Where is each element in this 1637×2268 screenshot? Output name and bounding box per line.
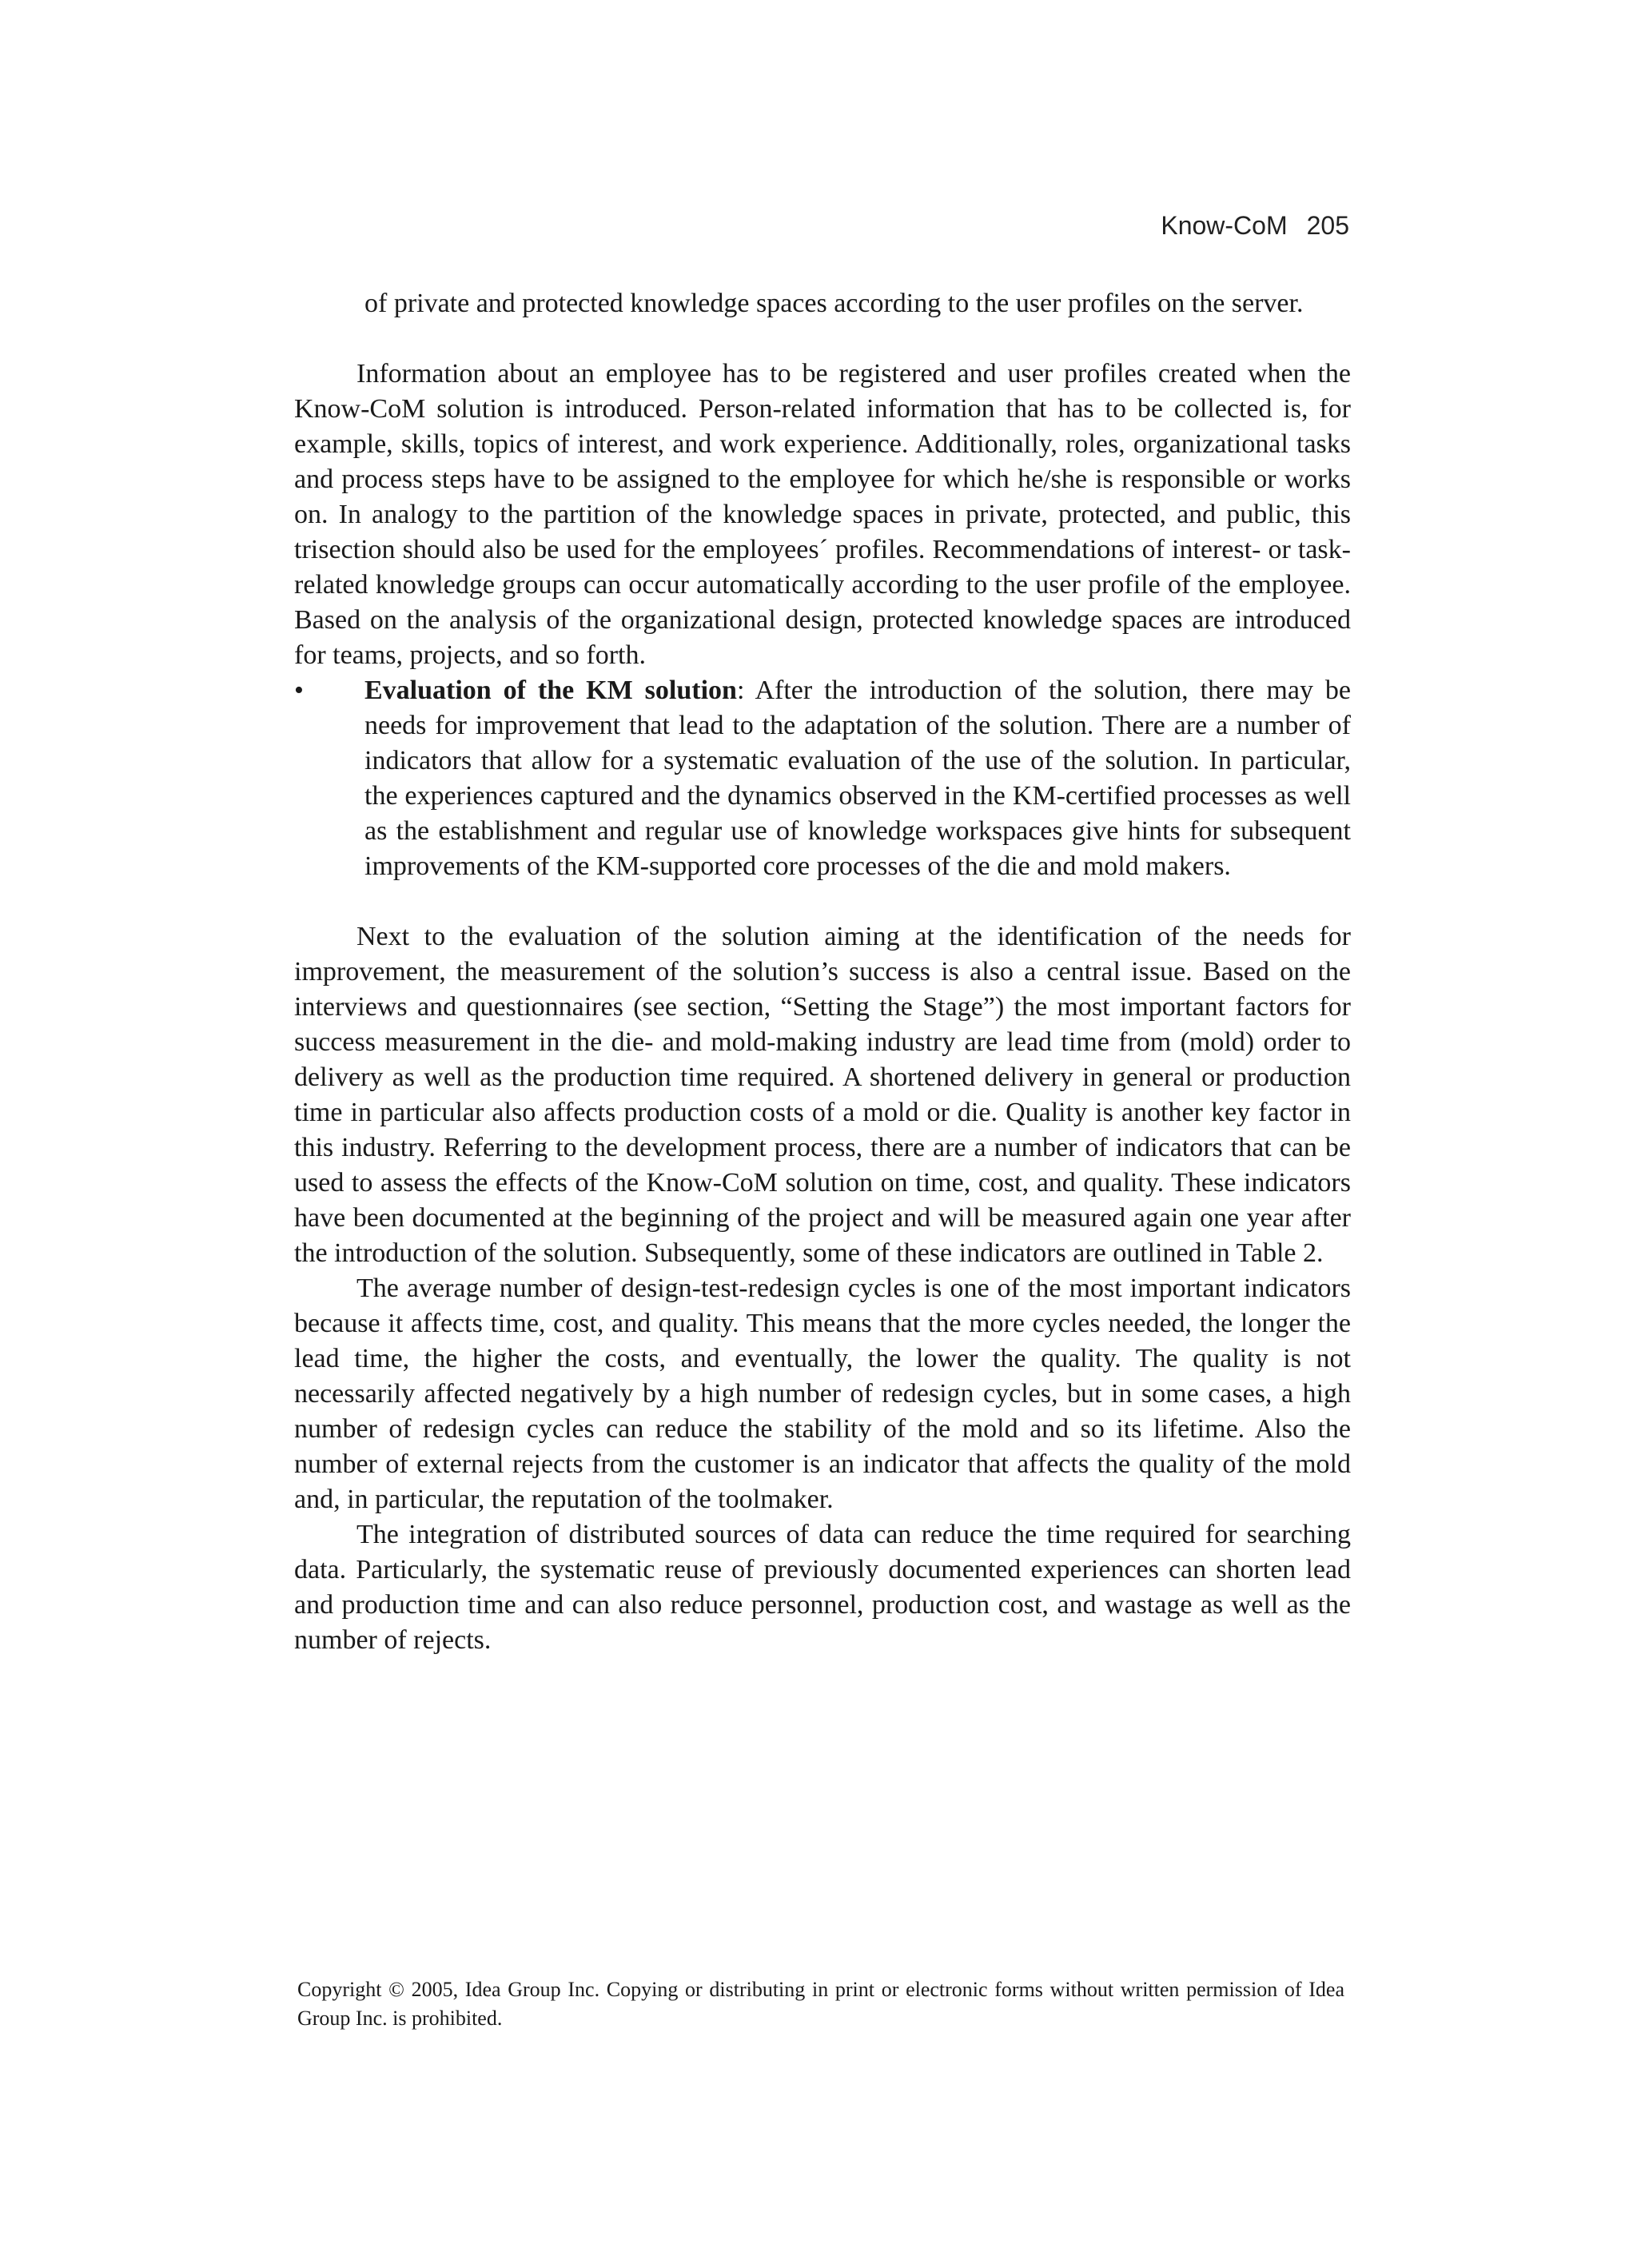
bullet-body: : After the introduction of the solution, there may be needs for improvement that lead to the adaptation of the solution. There are a number of indicators that allow for a systematic evaluation of the use of the solution. In particular, the experiences captured and the dynamics observed in the KM-certified processes as well as the establishment and regular use of knowledge workspaces give hints for subsequent improvements of the KM-supported core processes of the die and mold makers. — [364, 676, 1351, 881]
running-title: Know-CoM — [1161, 211, 1288, 240]
paragraph-spacer — [294, 884, 1351, 919]
running-header — [1161, 209, 1349, 241]
paragraph-user-profiles: Information about an employee has to be registered and user profiles created when the Know-CoM solution is introduced. Person-related information that has to be collected is, for example, skills, topics of interest, and work experience. Additionally, roles, organizational tasks and process steps have to be assigned to the employee for which he/she is responsible or works on. In analogy to the partition of the knowledge spaces in private, protected, and public, this trisection should also be used for the employees´ profiles. Recommendations of interest- or task-related knowledge groups can occur automatically according to the user profile of the employee. Based on the analysis of the organizational design, protected knowledge spaces are introduced for teams, projects, and so forth. — [294, 359, 1351, 670]
bullet-evaluation — [294, 673, 1351, 884]
copyright-footer: Copyright © 2005, Idea Group Inc. Copying or distributing in print or electronic forms without written permission of Idea Group Inc. is prohibited. — [297, 1978, 1344, 2030]
bullet-paragraph — [364, 673, 1351, 884]
bullet-heading: Evaluation of the KM solution — [364, 676, 737, 705]
paragraph-success-measurement: Next to the evaluation of the solution aiming at the identification of the needs for improvement, the measurement of the solution’s success is also a central issue. Based on the interviews and questionnaires (see section, “Setting the Stage”) the most important factors for success measurement in the die- and mold-making industry are lead time from (mold) order to delivery as well as the production time required. A shortened delivery in general or production time in particular also affects production costs of a mold or die. Quality is another key factor in this industry. Referring to the development process, there are a number of indicators that can be used to assess the effects of the Know-CoM solution on time, cost, and quality. These indicators have been documented at the beginning of the project and will be measured again one year after the introduction of the solution. Subsequently, some of these indicators are outlined in Table 2. — [294, 922, 1351, 1268]
bullet-icon: • — [294, 676, 304, 705]
continued-bullet-text: of private and protected knowledge spaces according to the user profiles on the server. — [364, 289, 1304, 318]
paragraph-redesign-cycles: The average number of design-test-redesign cycles is one of the most important indicators because it affects time, cost, and quality. This means that the more cycles needed, the longer the lead time, the higher the costs, and eventually, the lower the quality. The quality is not necessarily affected negatively by a high number of redesign cycles, but in some cases, a high number of redesign cycles can reduce the stability of the mold and so its lifetime. Also the number of external rejects from the customer is an indicator that affects the quality of the mold and, in particular, the reputation of the toolmaker. — [294, 1274, 1351, 1514]
main-text — [294, 286, 1351, 1658]
page-number: 205 — [1306, 211, 1349, 240]
paragraph-spacer — [294, 321, 1351, 357]
paragraph-data-integration: The integration of distributed sources of data can reduce the time required for searching data. Particularly, the systematic reuse of previously documented experiences can shorten lead and production time and can also reduce personnel, production cost, and wastage as well as the number of rejects. — [294, 1520, 1351, 1655]
